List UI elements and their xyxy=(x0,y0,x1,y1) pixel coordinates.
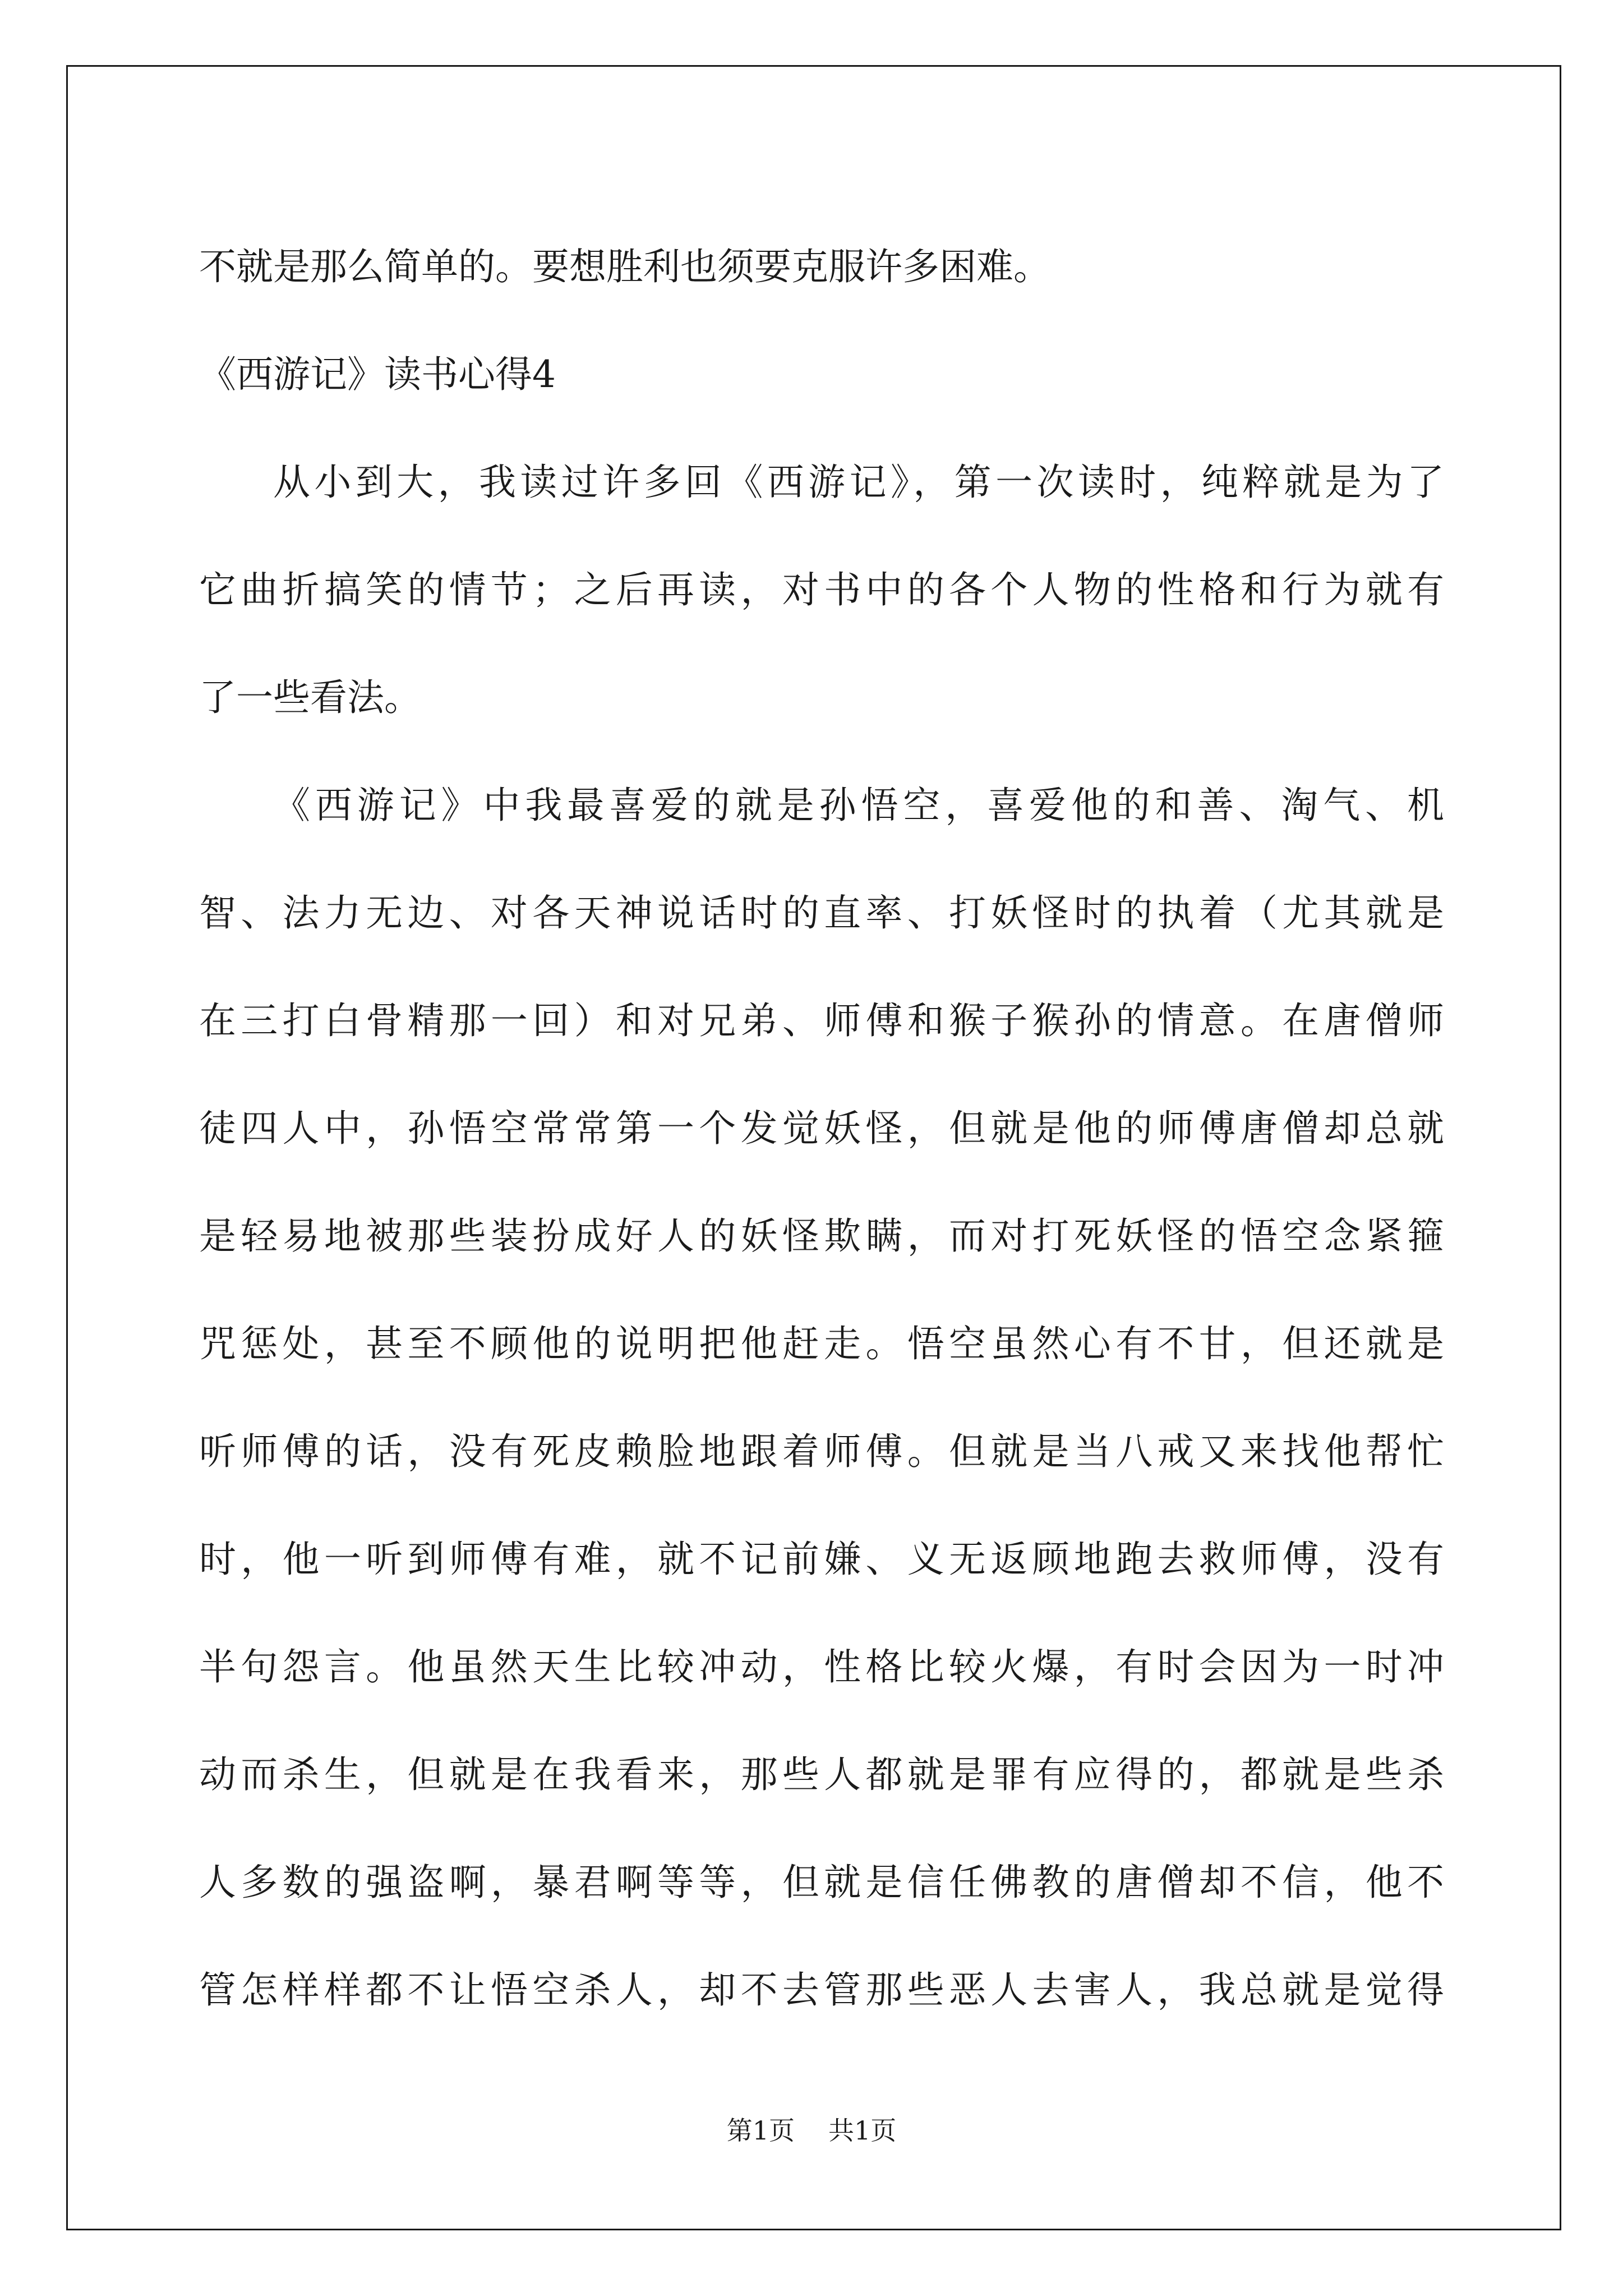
body-line: 时，他一听到师傅有难，就不记前嫌、义无返顾地跑去救师傅，没有 xyxy=(199,1538,1444,1581)
page-footer xyxy=(0,2114,1623,2147)
body-line: 咒惩处，甚至不顾他的说明把他赶走。悟空虽然心有不甘，但还就是 xyxy=(199,1322,1444,1365)
body-line: 人多数的强盗啊，暴君啊等等，但就是信任佛教的唐僧却不信，他不 xyxy=(199,1861,1444,1904)
body-line: 半句怨言。他虽然天生比较冲动，性格比较火爆，有时会因为一时冲 xyxy=(199,1645,1444,1688)
body-line: 智、法力无边、对各天神说话时的直率、打妖怪时的执着（尤其就是 xyxy=(199,891,1444,935)
body-line: 徒四人中，孙悟空常常第一个发觉妖怪，但就是他的师傅唐僧却总就 xyxy=(199,1107,1444,1150)
section-heading: 《西游记》读书心得4 xyxy=(199,353,556,396)
body-line: 是轻易地被那些装扮成好人的妖怪欺瞒，而对打死妖怪的悟空念紧箍 xyxy=(199,1214,1444,1258)
body-line: 从小到大，我读过许多回《西游记》，第一次读时，纯粹就是为了 xyxy=(273,461,1444,504)
body-line: 了一些看法。 xyxy=(199,676,421,719)
page-total: 共1页 xyxy=(828,2115,897,2146)
body-line: 不就是那么简单的。要想胜利也须要克服许多困难。 xyxy=(199,245,1050,288)
body-line: 听师傅的话，没有死皮赖脸地跟着师傅。但就是当八戒又来找他帮忙 xyxy=(199,1430,1444,1473)
body-line: 它曲折搞笑的情节；之后再读，对书中的各个人物的性格和行为就有 xyxy=(199,568,1444,611)
body-line: 《西游记》中我最喜爱的就是孙悟空，喜爱他的和善、淘气、机 xyxy=(273,784,1444,827)
body-line: 动而杀生，但就是在我看来，那些人都就是罪有应得的，都就是些杀 xyxy=(199,1753,1444,1796)
body-line: 在三打白骨精那一回）和对兄弟、师傅和猴子猴孙的情意。在唐僧师 xyxy=(199,999,1444,1042)
body-line: 管怎样样都不让悟空杀人，却不去管那些恶人去害人，我总就是觉得 xyxy=(199,1968,1444,2012)
document-body xyxy=(199,213,1444,2044)
page-number: 第1页 xyxy=(726,2115,795,2146)
